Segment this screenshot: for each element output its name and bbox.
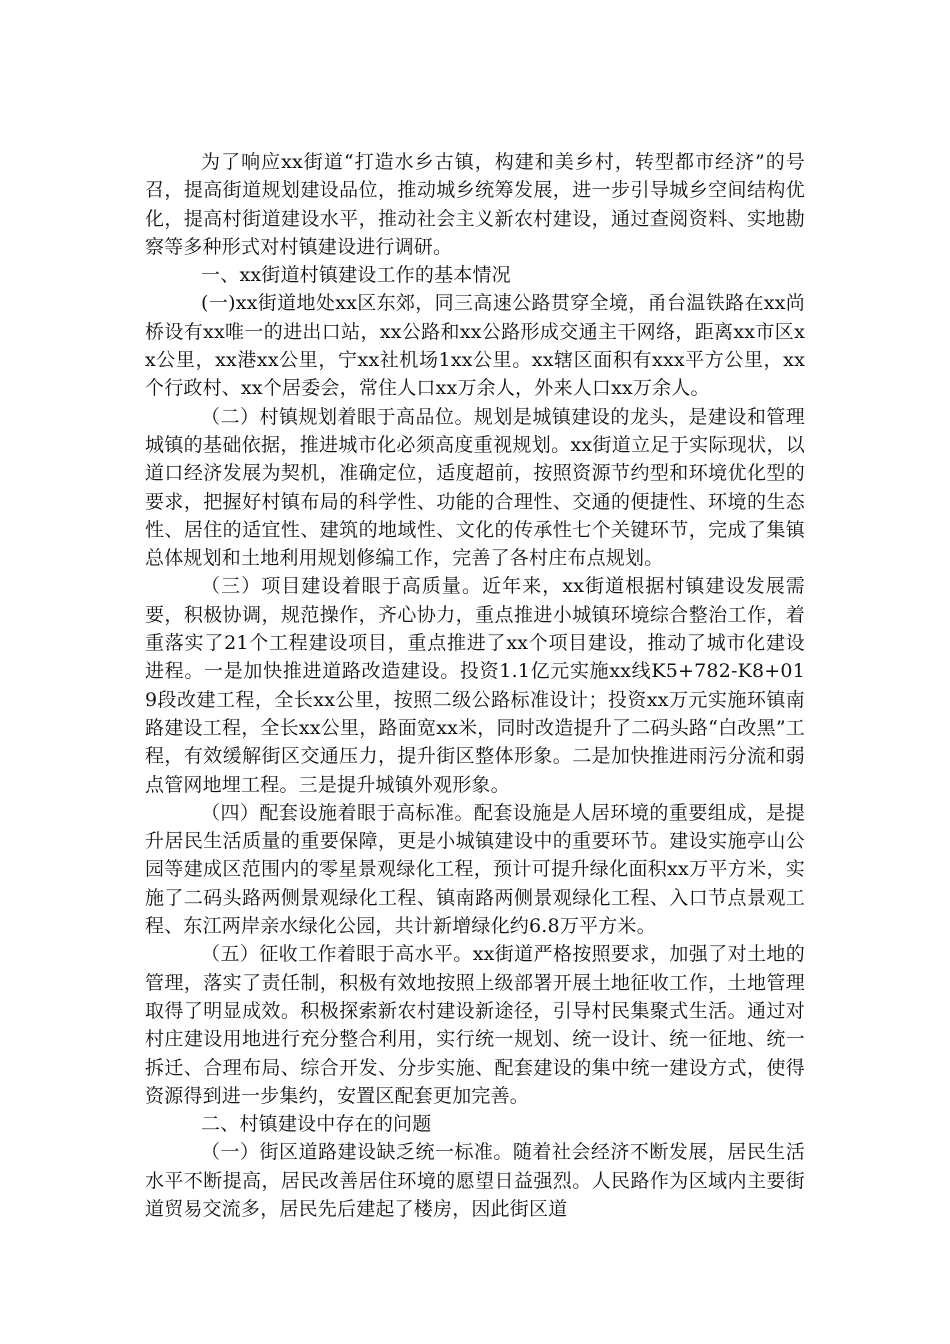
intro-paragraph: 为了响应xx街道“打造水乡古镇，构建和美乡村，转型都市经济”的号召，提高街道规划建设品位，推动城乡统筹发展，进一步引导城乡空间结构优化，提高村街道建设水平，推动社会主义新农村建设，通过查阅资料、实地勘察等多种形式对村镇建设进行调研。 — [145, 151, 805, 258]
document-page — [145, 148, 805, 1223]
paragraph-land-acquisition: （五）征收工作着眼于高水平。xx街道严格按照要求，加强了对土地的管理，落实了责任制，积极有效地按照上级部署开展土地征收工作，土地管理取得了明显成效。积极探索新农村建设新途径，引导村民集聚式生活。通过对村庄建设用地进行充分整合利用，实行统一规划、统一设计、统一征地、统一拆迁、合理布局、综合开发、分步实施、配套建设的集中统一建设方式，使得资源得到进一步集约，安置区配套更加完善。 — [145, 943, 805, 1107]
paragraph-projects: （三）项目建设着眼于高质量。近年来，xx街道根据村镇建设发展需要，积极协调，规范操作，齐心协力，重点推进小城镇环境综合整治工作，着重落实了21个工程建设项目，重点推进了xx个项目建设，推动了城市化建设进程。一是加快推进道路改造建设。投资1.1亿元实施xx线K5+782-K8+019段改建工程，全长xx公里，按照二级公路标准设计；投资xx万元实施环镇南路建设工程，全长xx公里，路面宽xx米，同时改造提升了二码头路“白改黑”工程，有效缓解街区交通压力，提升街区整体形象。二是加快推进雨污分流和弱点管网地埋工程。三是提升城镇外观形象。 — [145, 575, 805, 796]
paragraph-facilities: （四）配套设施着眼于高标准。配套设施是人居环境的重要组成，是提升居民生活质量的重要保障，更是小城镇建设中的重要环节。建设实施亭山公园等建成区范围内的零星景观绿化工程，预计可提升绿化面积xx万平方米，实施了二码头路两侧景观绿化工程、镇南路两侧景观绿化工程、入口节点景观工程、东江两岸亲水绿化公园，共计新增绿化约6.8万平方米。 — [145, 801, 805, 938]
section-heading-1: 一、xx街道村镇建设工作的基本情况 — [201, 264, 511, 287]
section-heading-2: 二、村镇建设中存在的问题 — [201, 1113, 432, 1136]
paragraph-road-standards: （一）街区道路建设缺乏统一标准。随着社会经济不断发展，居民生活水平不断提高，居民改善居住环境的愿望日益强烈。人民路作为区域内主要街道贸易交流多，居民先后建起了楼房，因此街区道 — [145, 1141, 805, 1220]
paragraph-planning: （二）村镇规划着眼于高品位。规划是城镇建设的龙头，是建设和管理城镇的基础依据，推进城市化必须高度重视规划。xx街道立足于实际现状，以道口经济发展为契机，准确定位，适度超前，按照资源节约型和环境优化型的要求，把握好村镇布局的科学性、功能的合理性、交通的便捷性、环境的生态性、居住的适宜性、建筑的地域性、文化的传承性七个关键环节，完成了集镇总体规划和土地利用规划修编工作，完善了各村庄布点规划。 — [145, 405, 805, 570]
paragraph-basic-location: (一)xx街道地处xx区东郊，同三高速公路贯穿全境，甬台温铁路在xx尚桥设有xx唯一的进出口站，xx公路和xx公路形成交通主干网络，距离xx市区xx公里，xx港xx公里，宁xx社机场1xx公里。xx辖区面积有xxx平方公里，xx个行政村、xx个居委会，常住人口xx万余人，外来人口xx万余人。 — [145, 292, 805, 400]
